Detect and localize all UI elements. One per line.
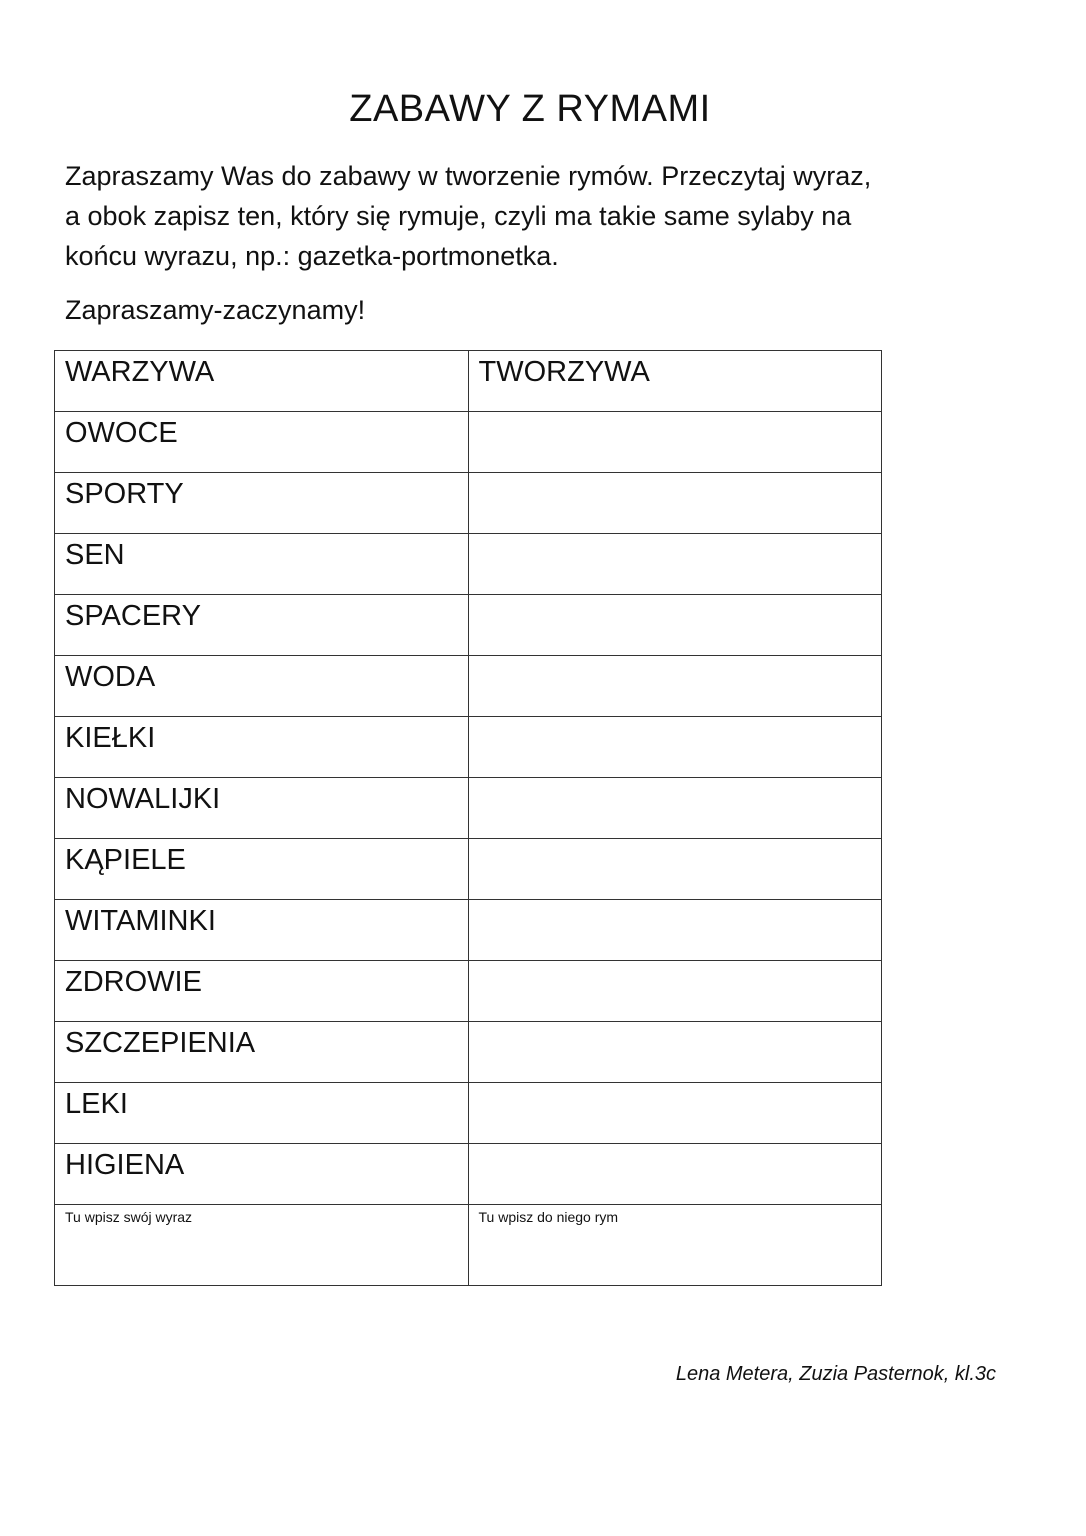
table-row	[55, 1144, 882, 1205]
word-text: SEN	[65, 539, 125, 571]
table-row	[55, 961, 882, 1022]
rhyme-cell[interactable]	[468, 717, 881, 778]
rhyme-cell[interactable]	[468, 412, 881, 473]
invite-text: Zapraszamy-zaczynamy!	[65, 295, 366, 325]
rhyme-cell[interactable]	[468, 351, 881, 412]
word-cell	[55, 717, 469, 778]
table-row	[55, 1083, 882, 1144]
word-text: LEKI	[65, 1088, 128, 1120]
intro-line-1: Zapraszamy Was do zabawy w tworzenie rymów. Przeczytaj wyraz,	[65, 161, 872, 191]
word-cell	[55, 778, 469, 839]
word-text: OWOCE	[65, 417, 178, 449]
word-cell	[55, 595, 469, 656]
word-text: WODA	[65, 661, 156, 693]
rhyme-text	[479, 1083, 871, 1084]
word-cell	[55, 656, 469, 717]
own-rhyme-cell[interactable]	[468, 1205, 881, 1286]
intro-line-3: końcu wyrazu, np.: gazetka-portmonetka.	[65, 241, 559, 271]
rhyme-cell[interactable]	[468, 1083, 881, 1144]
rhyme-cell[interactable]	[468, 1022, 881, 1083]
word-cell	[55, 839, 469, 900]
rhyme-cell[interactable]	[468, 778, 881, 839]
rhyme-text	[479, 961, 871, 962]
rhyme-text	[479, 778, 871, 779]
rhyme-text	[479, 412, 871, 413]
rhyme-cell[interactable]	[468, 900, 881, 961]
rhyme-text	[479, 839, 871, 840]
rhyme-text	[479, 1144, 871, 1145]
own-rhyme-hint: Tu wpisz do niego rym	[478, 1209, 619, 1225]
rhyme-table	[54, 350, 882, 1286]
table-row	[55, 351, 882, 412]
word-cell	[55, 412, 469, 473]
rhyme-cell[interactable]	[468, 656, 881, 717]
intro-line-2: a obok zapisz ten, który się rymuje, czyli ma takie same sylaby na	[65, 201, 852, 231]
rhyme-text	[479, 473, 871, 474]
table-row	[55, 900, 882, 961]
word-text: SPACERY	[65, 600, 201, 632]
word-text: SZCZEPIENIA	[65, 1027, 256, 1059]
word-cell	[55, 961, 469, 1022]
table-row	[55, 534, 882, 595]
rhyme-cell[interactable]	[468, 1144, 881, 1205]
rhyme-text	[479, 656, 871, 657]
table-footer-row	[55, 1205, 882, 1286]
word-text: WARZYWA	[65, 356, 215, 388]
word-cell	[55, 1144, 469, 1205]
rhyme-text	[479, 1022, 871, 1023]
rhyme-cell[interactable]	[468, 961, 881, 1022]
table-row	[55, 778, 882, 839]
word-cell	[55, 534, 469, 595]
word-cell	[55, 1022, 469, 1083]
word-cell	[55, 351, 469, 412]
own-word-hint: Tu wpisz swój wyraz	[65, 1209, 193, 1225]
rhyme-text	[479, 900, 871, 901]
authors-signature: Lena Metera, Zuzia Pasternok, kl.3c	[675, 1363, 996, 1385]
table-row	[55, 1022, 882, 1083]
word-text: SPORTY	[65, 478, 184, 510]
rhyme-text: TWORZYWA	[478, 356, 650, 388]
intro-paragraph	[65, 156, 965, 276]
rhyme-text	[479, 717, 871, 718]
word-cell	[55, 1083, 469, 1144]
own-word-cell[interactable]	[55, 1205, 469, 1286]
word-text: KIEŁKI	[65, 722, 156, 754]
rhyme-cell[interactable]	[468, 839, 881, 900]
page-title: ZABAWY Z RYMAMI	[349, 88, 711, 130]
table-row	[55, 717, 882, 778]
table-row	[55, 656, 882, 717]
word-text: NOWALIJKI	[65, 783, 221, 815]
table-row	[55, 595, 882, 656]
rhyme-cell[interactable]	[468, 473, 881, 534]
word-text: WITAMINKI	[65, 905, 216, 937]
word-text: KĄPIELE	[65, 844, 186, 876]
table-row	[55, 473, 882, 534]
table-row	[55, 839, 882, 900]
word-cell	[55, 900, 469, 961]
table-row	[55, 412, 882, 473]
rhyme-cell[interactable]	[468, 595, 881, 656]
word-text: ZDROWIE	[65, 966, 202, 998]
rhyme-text	[479, 595, 871, 596]
word-cell	[55, 473, 469, 534]
rhyme-cell[interactable]	[468, 534, 881, 595]
rhyme-text	[479, 534, 871, 535]
word-text: HIGIENA	[65, 1149, 185, 1181]
